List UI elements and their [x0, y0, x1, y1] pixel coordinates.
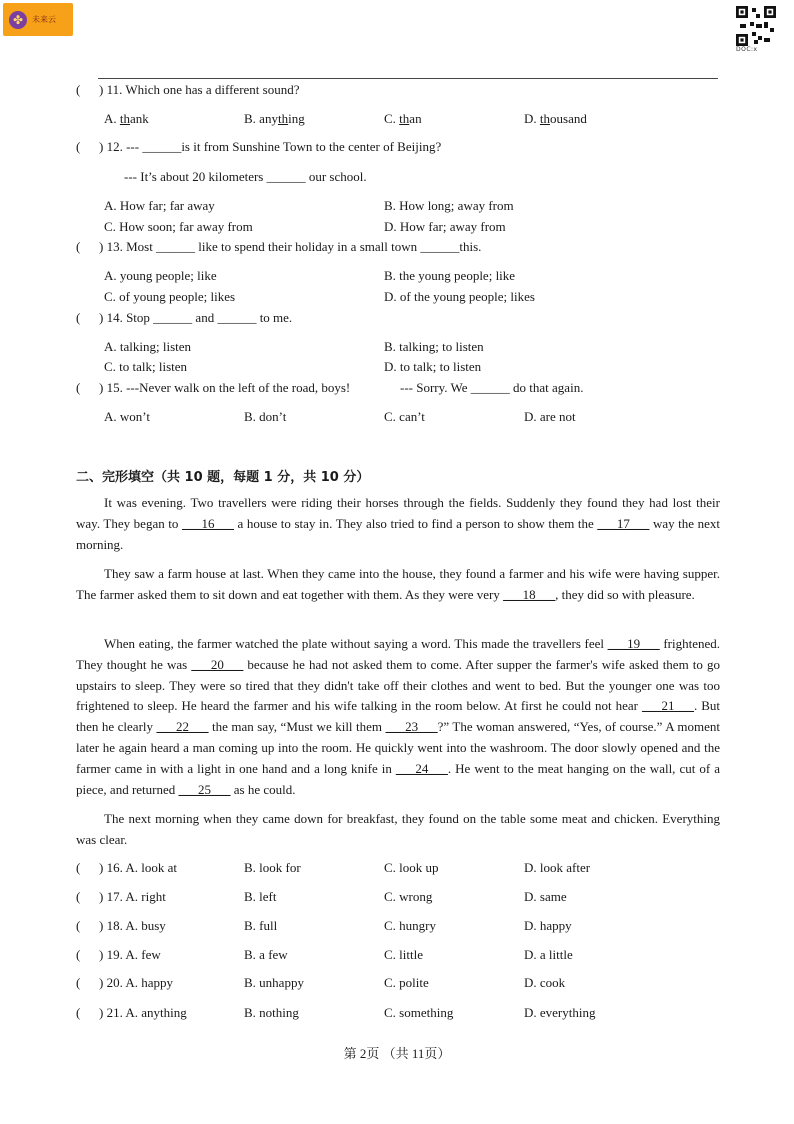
option-a: A. won’t — [104, 409, 150, 424]
passage-paragraph-1: It was evening. Two travellers were riding their horses through the fields. Suddenly they found they had lost their way. They began to ___16___ a house to stay in. They also tried to find a person to show them the ___17___ way the next morning. — [76, 495, 721, 552]
question-stem: ) 12. --- ______is it from Sunshine Town to the center of Beijing? — [99, 139, 442, 154]
choice-stem: ) 17. A. right — [99, 889, 166, 904]
option-d: D. are not — [524, 409, 576, 424]
answer-paren: ( — [76, 1005, 81, 1020]
option-b: B. left — [244, 889, 277, 904]
answer-paren: ( — [76, 889, 81, 904]
section-title: 二、完形填空（共 10 题，每题 1 分，共 10 分） — [76, 470, 370, 485]
blank-24: ___24___ — [395, 760, 448, 776]
option-c: C. How soon; far away from — [104, 219, 253, 234]
blank-19: ___19___ — [607, 636, 660, 651]
option-d: D. of the young people; likes — [384, 289, 535, 304]
option-d: D. look after — [524, 860, 591, 875]
flower-icon: ✤ — [9, 11, 27, 29]
option-d: D. happy — [524, 918, 572, 933]
blank-25: ___25___ — [178, 781, 231, 797]
blank-22: ___22___ — [156, 719, 209, 735]
passage-paragraph-3: When eating, the farmer watched the plate without saying a word. This made the travellers feel ___19___ frightened. They thought he was ___20___ because he had not asked them to come. After supper the farmer's wife asked them to go upstairs to sleep. They were so tired that they didn't take off their clothes and went to bed. But the younger one was too frightened to sleep. He heard the farmer and his wife talking in the room below. At first he could not hear ___21___. But then he clearly ___22___ the man say, “Must we kill them ___23___?” The woman answered, “Yes, of course.” A moment later he again heard a man coming up into the room. He quickly went into the washroom. The door slowly opened and the farmer came in with a light in one hand and a long knife in ___24___. He went to the meat hanging on the wall, cut of a piece, and returned ___25___ as he could. — [76, 636, 721, 797]
option-b: B. anything — [244, 111, 305, 126]
blank-16: ___16___ — [181, 515, 234, 531]
choice-stem: ) 16. A. look at — [99, 860, 177, 875]
answer-paren: ( — [76, 310, 81, 325]
option-b: B. look for — [244, 860, 301, 875]
option-a: A. How far; far away — [104, 198, 215, 213]
option-d: D. to talk; to listen — [384, 359, 482, 374]
blank-23: ___23___ — [385, 719, 438, 735]
qr-caption: DOC:x — [736, 46, 758, 53]
answer-paren: ( — [76, 82, 81, 97]
option-c: C. can’t — [384, 409, 425, 424]
option-c: C. something — [384, 1005, 454, 1020]
blank-17: ___17___ — [597, 515, 650, 531]
option-c: C. of young people; likes — [104, 289, 236, 304]
question-stem: ) 15. ---Never walk on the left of the road, boys! — [99, 380, 351, 395]
choice-stem: ) 19. A. few — [99, 947, 161, 962]
question-stem-reply: --- It’s about 20 kilometers ______ our school. — [124, 169, 367, 184]
question-stem-reply: --- Sorry. We ______ do that again. — [400, 380, 584, 395]
answer-paren: ( — [76, 947, 81, 962]
option-d: D. How far; away from — [384, 219, 506, 234]
answer-paren: ( — [76, 975, 81, 990]
option-d: D. everything — [524, 1005, 596, 1020]
brand-logo — [3, 3, 73, 36]
qr-code-icon — [736, 6, 776, 46]
blank-21: ___21___ — [641, 698, 694, 714]
option-c: C. little — [384, 947, 423, 962]
option-d: D. a little — [524, 947, 573, 962]
option-c: C. to talk; listen — [104, 359, 188, 374]
question-stem: ) 11. Which one has a different sound? — [99, 82, 300, 97]
option-b: B. nothing — [244, 1005, 299, 1020]
option-b: B. the young people; like — [384, 268, 516, 283]
option-c: C. hungry — [384, 918, 436, 933]
question-stem: ) 13. Most ______ like to spend their holiday in a small town ______this. — [99, 239, 482, 254]
option-a: A. talking; listen — [104, 339, 192, 354]
header-rule — [98, 78, 718, 79]
blank-20: ___20___ — [191, 656, 244, 672]
option-b: B. talking; to listen — [384, 339, 484, 354]
blank-18: ___18___ — [503, 586, 556, 602]
passage-paragraph-2: They saw a farm house at last. When they came into the house, they found a farmer and his wife were having supper. The farmer asked them to sit down and eat together with them. As they were very ___18___, they did so with pleasure. — [76, 566, 720, 602]
option-b: B. a few — [244, 947, 288, 962]
question-stem: ) 14. Stop ______ and ______ to me. — [99, 310, 293, 325]
choice-stem: ) 18. A. busy — [99, 918, 166, 933]
option-c: C. look up — [384, 860, 439, 875]
option-c: C. than — [384, 111, 422, 126]
option-c: C. polite — [384, 975, 429, 990]
answer-paren: ( — [76, 139, 81, 154]
option-b: B. How long; away from — [384, 198, 514, 213]
option-b: B. don’t — [244, 409, 287, 424]
answer-paren: ( — [76, 380, 81, 395]
answer-paren: ( — [76, 918, 81, 933]
choice-stem: ) 20. A. happy — [99, 975, 174, 990]
logo-text: 未来云 — [32, 15, 56, 24]
option-b: B. unhappy — [244, 975, 304, 990]
option-b: B. full — [244, 918, 278, 933]
passage-paragraph-4: The next morning when they came down for breakfast, they found on the table some meat and chicken. Everything was clear. — [76, 811, 720, 847]
option-a: A. thank — [104, 111, 149, 126]
option-c: C. wrong — [384, 889, 433, 904]
option-a: A. young people; like — [104, 268, 217, 283]
answer-paren: ( — [76, 239, 81, 254]
option-d: D. thousand — [524, 111, 587, 126]
option-d: D. cook — [524, 975, 566, 990]
option-d: D. same — [524, 889, 567, 904]
choice-stem: ) 21. A. anything — [99, 1005, 187, 1020]
answer-paren: ( — [76, 860, 81, 875]
page-number: 第 2页 （共 11页） — [343, 1046, 451, 1061]
